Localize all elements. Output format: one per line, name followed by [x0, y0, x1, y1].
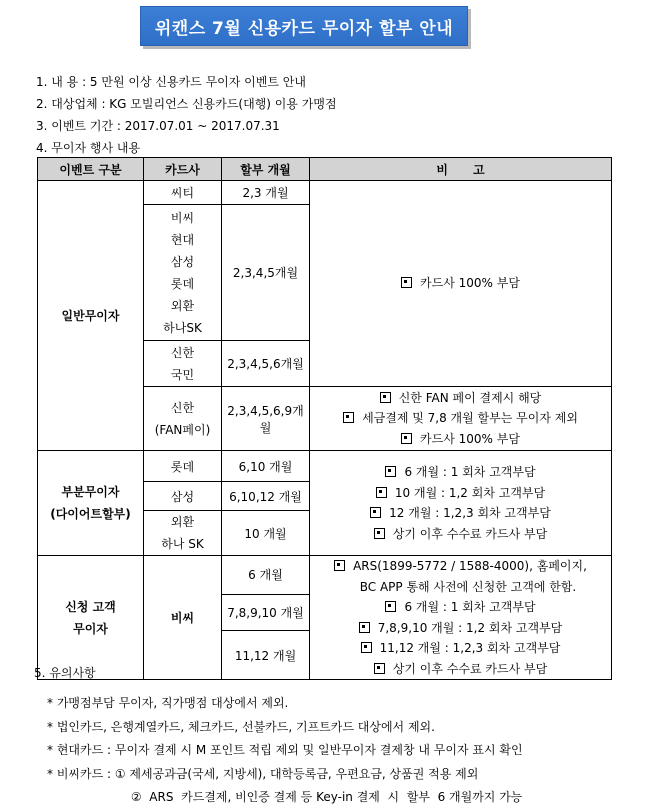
- note-fan: [310, 387, 612, 451]
- card-name: 외환: [170, 515, 195, 529]
- months-cell: 2,3,4,5,6,9개월: [222, 387, 310, 451]
- card-name: 하나 SK: [161, 537, 204, 551]
- category-general: 일반무이자: [38, 181, 144, 451]
- months-cell: 2,3,4,5개월: [222, 205, 310, 341]
- note-item: [310, 597, 611, 618]
- note-item: [310, 556, 611, 577]
- header-card: 카드사: [144, 158, 222, 181]
- section-cautions-title: 5. 유의사항: [34, 666, 96, 680]
- months-cell: 6,10 개월: [222, 451, 310, 482]
- checkbox-bullet-icon: [343, 412, 354, 423]
- months-cell: 2,3,4,5,6개월: [222, 341, 310, 387]
- note-partial: [310, 451, 612, 556]
- table-header-row: [38, 158, 612, 181]
- category-line: 부분무이자: [61, 485, 120, 499]
- category-line: 무이자: [73, 621, 108, 636]
- category-line: 신청 고객: [65, 599, 116, 614]
- info-item-content: 1. 내 용 : 5 만원 이상 신용카드 무이자 이벤트 안내: [36, 75, 306, 89]
- card-name: 신한: [170, 400, 195, 415]
- header-event-type: 이벤트 구분: [38, 158, 144, 181]
- checkbox-bullet-icon: [361, 642, 372, 653]
- card-cell: [144, 341, 222, 387]
- note-item: [310, 388, 611, 409]
- checkbox-bullet-icon: [385, 466, 396, 477]
- card-cell: [144, 205, 222, 341]
- note-item: [310, 483, 611, 504]
- note-item: [310, 273, 611, 294]
- category-partial: [38, 451, 144, 556]
- category-apply: [38, 556, 144, 680]
- card-cell: [144, 482, 222, 511]
- table-row: [38, 451, 612, 482]
- caution-item: ② ARS 카드결제, 비인증 결제 등 Key-in 결제 시 할부 6 개월까지 가능: [47, 790, 523, 804]
- note-text: 12 개월 : 1,2,3 회차 고객부담: [389, 506, 551, 520]
- card-name: 삼성: [170, 254, 195, 269]
- card-name: 신한: [170, 345, 195, 360]
- months-cell: 11,12 개월: [222, 631, 310, 680]
- note-text: 상기 이후 수수료 카드사 부담: [392, 661, 548, 676]
- caution-item: * 법인카드, 은행계열카드, 체크카드, 선불카드, 기프트카드 대상에서 제외.: [47, 719, 435, 734]
- card-name: 롯데: [170, 459, 195, 474]
- checkbox-bullet-icon: [359, 622, 370, 633]
- months-cell: 10 개월: [222, 511, 310, 556]
- table-row: [38, 181, 612, 205]
- note-general: [310, 181, 612, 387]
- checkbox-bullet-icon: [385, 601, 396, 612]
- card-name: 외환: [170, 298, 195, 313]
- checkbox-bullet-icon: [380, 392, 391, 403]
- card-name: 롯데: [170, 276, 195, 291]
- note-text: 7,8,9,10 개월 : 1,2 회차 고객부담: [377, 620, 563, 635]
- note-text: 11,12 개월 : 1,2,3 회차 고객부담: [379, 641, 561, 655]
- note-text: 세금결제 및 7,8 개월 할부는 무이자 제외: [362, 411, 578, 426]
- note-text: 10 개월 : 1,2 회차 고객부담: [394, 485, 546, 500]
- installment-table: [37, 157, 612, 680]
- months-cell: 6,10,12 개월: [222, 482, 310, 511]
- header-months: 할부 개월: [222, 158, 310, 181]
- page-title: 위캔스 7월 신용카드 무이자 할부 안내: [140, 6, 468, 46]
- caution-item: * 비씨카드 : ① 제세공과금(국세, 지방세), 대학등록금, 우편요금, 상품권 적용 제외: [47, 766, 479, 781]
- note-item: [310, 659, 611, 680]
- card-cell: [144, 181, 222, 205]
- card-name: 비씨: [170, 210, 195, 225]
- checkbox-bullet-icon: [401, 277, 412, 288]
- note-item-continued: BC APP 통해 사전에 신청한 고객에 한함.: [359, 579, 577, 594]
- checkbox-bullet-icon: [376, 487, 387, 498]
- category-line: (다이어트할부): [50, 507, 131, 521]
- card-cell: [144, 451, 222, 482]
- months-cell: 2,3 개월: [222, 181, 310, 205]
- info-item-merchant: 2. 대상업체 : KG 모빌리언스 신용카드(대행) 이용 가맹점: [36, 97, 337, 111]
- caution-item: * 현대카드 : 무이자 결제 시 M 포인트 적립 제외 및 일반무이자 결제창 내 무이자 표시 확인: [47, 743, 523, 757]
- note-text: 6 개월 : 1 회차 고객부담: [404, 465, 536, 479]
- card-name: 하나SK: [163, 320, 202, 335]
- note-text: 카드사 100% 부담: [420, 431, 520, 446]
- card-cell: 비씨: [144, 556, 222, 680]
- checkbox-bullet-icon: [370, 507, 381, 518]
- card-cell: [144, 387, 222, 451]
- checkbox-bullet-icon: [374, 663, 385, 674]
- card-name: 삼성: [170, 489, 195, 504]
- note-text: ARS(1899-5772 / 1588-4000), 홈페이지,: [353, 559, 587, 573]
- note-text: 상기 이후 수수료 카드사 부담: [392, 526, 548, 541]
- months-cell: 6 개월: [222, 556, 310, 595]
- card-name: 국민: [170, 367, 195, 382]
- caution-item: * 가맹점부담 무이자, 직가맹점 대상에서 제외.: [47, 696, 289, 710]
- note-text: 신한 FAN 페이 결제시 해당: [398, 390, 542, 405]
- card-name: 씨티: [170, 186, 195, 200]
- card-name: 현대: [170, 232, 195, 247]
- note-text: 카드사 100% 부담: [420, 276, 520, 291]
- note-apply: [310, 556, 612, 680]
- note-item: [310, 618, 611, 639]
- info-item-event: 4. 무이자 행사 내용: [36, 141, 141, 155]
- note-item: [310, 429, 611, 450]
- note-item: [310, 408, 611, 429]
- note-item: [310, 638, 611, 659]
- months-cell: 7,8,9,10 개월: [222, 594, 310, 631]
- card-cell: [144, 511, 222, 556]
- table-row: [38, 556, 612, 595]
- info-item-period: 3. 이벤트 기간 : 2017.07.01 ~ 2017.07.31: [36, 119, 280, 133]
- checkbox-bullet-icon: [401, 433, 412, 444]
- note-item: [310, 503, 611, 524]
- note-item: [310, 462, 611, 483]
- header-remarks: 비 고: [310, 158, 612, 181]
- checkbox-bullet-icon: [334, 560, 345, 571]
- info-list: [36, 71, 337, 159]
- note-text: 6 개월 : 1 회차 고객부담: [404, 600, 536, 614]
- checkbox-bullet-icon: [374, 528, 385, 539]
- cautions-list: [47, 692, 523, 810]
- note-item: [310, 524, 611, 545]
- card-name: (FAN페이): [154, 422, 211, 437]
